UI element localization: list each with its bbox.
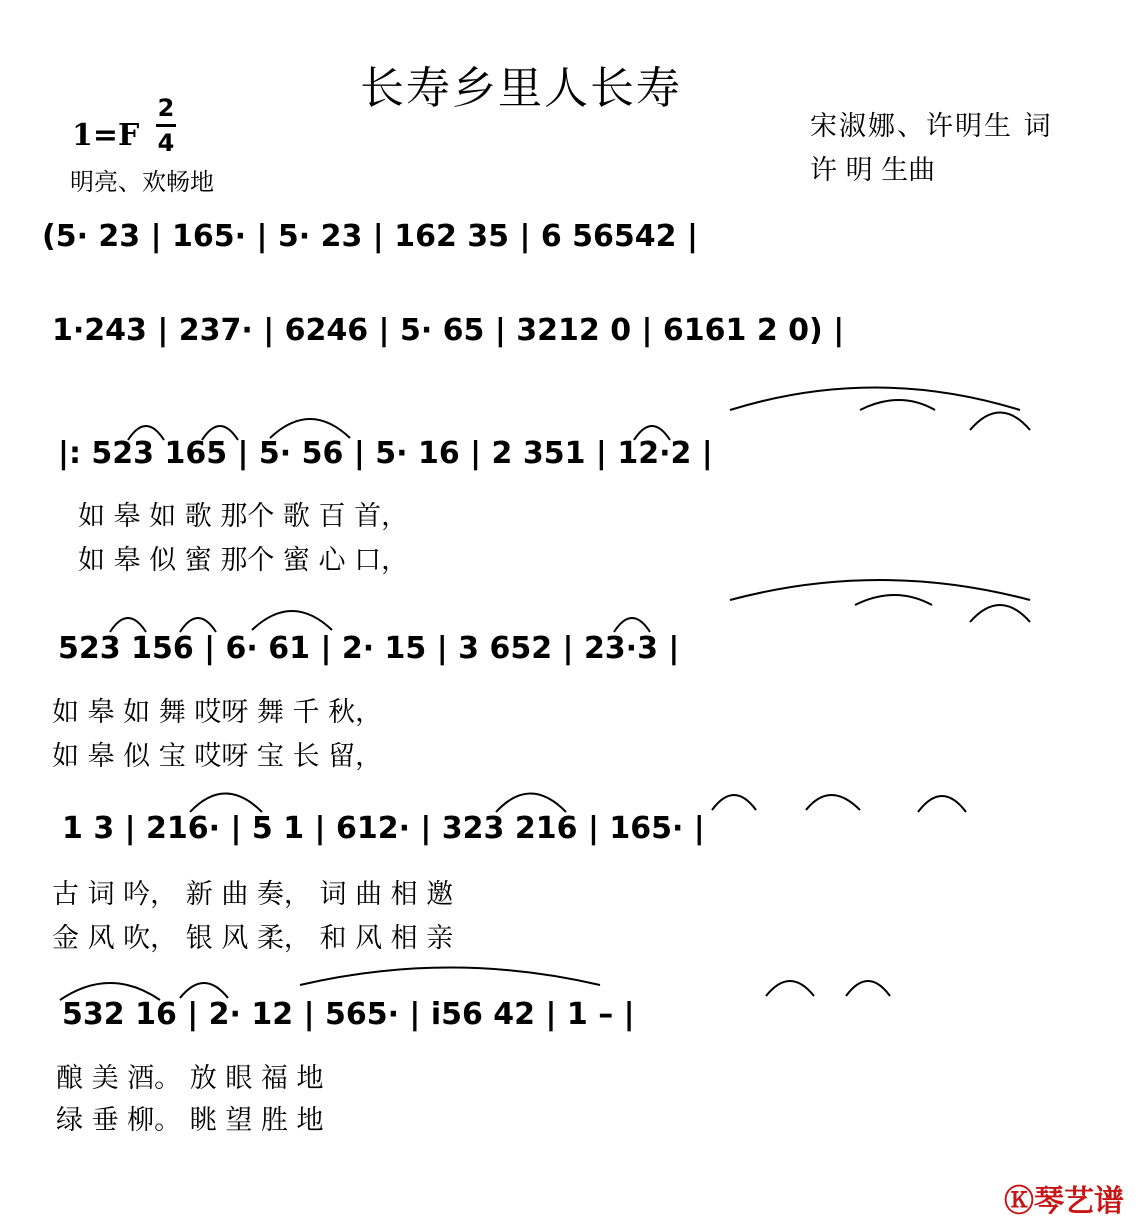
staff-line-4: 523 156 | 6· 61 | 2· 15 | 3 652 | 23·3 | [58,631,680,666]
time-signature-bottom: 4 [157,129,175,157]
lyric-verse2-line5: 金 风 吹， 银 风 柔， 和 风 相 亲 [52,923,454,954]
staff-line-3: |: 523 165 | 5· 56 | 5· 16 | 2 351 | 12·2 | [58,436,713,471]
slur [855,595,932,605]
time-signature-top: 2 [157,94,175,122]
slur [846,981,890,996]
lyric-verse2-line6: 绿 垂 柳。 眺 望 胜 地 [56,1105,324,1136]
lyric-verse2-line3: 如 皋 似 蜜 那个 蜜 心 口， [78,545,409,576]
slur [300,968,600,986]
lyric-verse1-line4: 如 皋 如 舞 哎呀 舞 千 秋， [52,697,383,728]
slur [180,983,228,998]
lyric-verse2-line4: 如 皋 似 宝 哎呀 宝 长 留， [52,741,383,772]
lyric-verse1-line5: 古 词 吟， 新 曲 奏， 词 曲 相 邀 [52,879,454,910]
lyric-verse1-line3: 如 皋 如 歌 那个 歌 百 首， [78,501,409,532]
staff-line-2: 1·243 | 237· | 6246 | 5· 65 | 3212 0 | 6161 2 0) | [52,313,845,348]
watermark-logo [1004,1176,1124,1220]
lyricist-credit: 宋淑娜、许明生 词 [810,111,1053,142]
slur [918,796,966,812]
staff-line-6: 532 16 | 2· 12 | 565· | i56 42 | 1 – | [62,997,635,1032]
slur [110,618,146,632]
slur [806,795,860,810]
slur [712,795,756,810]
staff-line-1: (5· 23 | 165· | 5· 23 | 162 35 | 6 56542 | [42,219,698,254]
staff-line-5: 1 3 | 216· | 5 1 | 612· | 323 216 | 165· | [62,811,705,846]
key-signature: 1=F [72,118,140,153]
logo-mark-icon: Ⓚ [1004,1184,1034,1219]
slur [766,981,814,996]
slur [970,605,1030,622]
composer-credit: 许 明 生曲 [810,155,936,186]
slur [180,618,216,632]
watermark-text: 琴艺谱 [1034,1184,1124,1219]
slur [496,794,566,813]
slur [614,618,650,632]
slur [860,400,935,410]
lyric-verse1-line6: 酿 美 酒。 放 眼 福 地 [56,1063,324,1094]
slur [970,413,1030,431]
slur [730,388,1020,411]
tempo-marking: 明亮、欢畅地 [70,168,214,196]
slur [190,794,262,813]
song-title: 长寿乡里人长寿 [360,63,682,114]
slur [252,611,332,630]
